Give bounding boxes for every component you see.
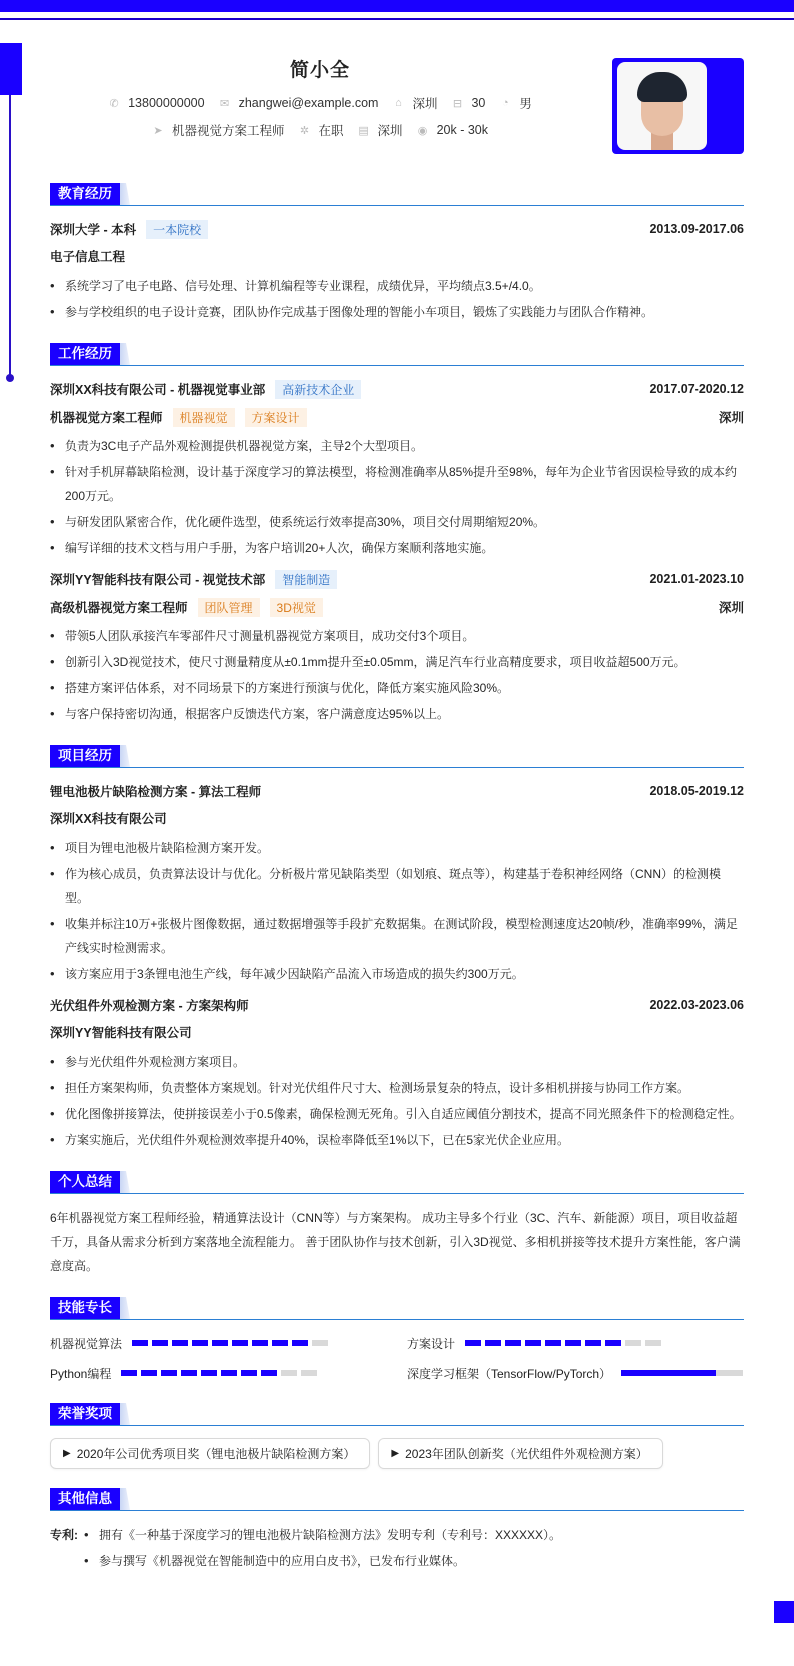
skill-level-dashes (132, 1340, 328, 1346)
status-icon: ✲ (299, 124, 310, 137)
gender-icon: ◔ (502, 97, 509, 109)
role-tag: 团队管理 (198, 598, 260, 617)
list-item: • 搭建方案评估体系，对不同场景下的方案进行预演与优化，降低方案实施风险30%。 (50, 676, 744, 700)
job-role: 机器视觉方案工程师 (50, 411, 163, 425)
company-name: 深圳XX科技有限公司 - 机器视觉事业部 (50, 383, 266, 397)
skill-item (50, 1332, 387, 1354)
contact-gender: ◔ 男 (499, 94, 532, 112)
photo-frame (612, 58, 744, 154)
patent-label: 专利: (50, 1528, 78, 1542)
work-entry (50, 378, 744, 560)
skill-label: 方案设计 (407, 1336, 456, 1351)
role-tag: 方案设计 (245, 408, 307, 427)
school-name: 深圳大学 - 本科 (50, 223, 137, 237)
project-entry (50, 780, 744, 986)
project-entry (50, 994, 744, 1152)
project-date: 2018.05-2019.12 (649, 784, 744, 798)
section-title: 个人总结 (50, 1171, 120, 1193)
building-icon: ▤ (358, 124, 369, 137)
award-card: ▶ 2023年团队创新奖（光伏组件外观检测方案） (378, 1438, 662, 1469)
company-tag: 高新技术企业 (275, 380, 361, 399)
section-summary (50, 1170, 744, 1278)
job-intent-row (100, 121, 540, 139)
right-accent-block (774, 1601, 794, 1623)
section-skills (50, 1296, 744, 1384)
list-item: • 方案实施后，光伏组件外观检测效率提升40%，误检率降低至1%以下，已在5家光伏企业应用。 (50, 1128, 744, 1152)
triangle-right-icon: ▶ (391, 1447, 400, 1459)
top-accent-line (0, 18, 794, 20)
resume-content (50, 182, 744, 1593)
major: 电子信息工程 (50, 250, 126, 264)
triangle-right-icon: ▶ (63, 1447, 71, 1459)
list-item: • 针对手机屏幕缺陷检测，设计基于深度学习的算法模型，将检测准确率从85%提升至98%，每年为企业节省因误检导致的成本约200万元。 (50, 460, 744, 508)
side-accent-line (9, 95, 11, 377)
work-city: 深圳 (718, 601, 744, 615)
contact-age: ⊟ 30 (452, 96, 486, 110)
section-work (50, 342, 744, 726)
list-item: • 担任方案架构师，负责整体方案规划。针对光伏组件尺寸大、检测场景复杂的特点，设计多相机拼接与协同工作方案。 (50, 1076, 744, 1100)
contact-phone: ✆ 13800000000 (109, 96, 205, 110)
list-item: • 优化图像拼接算法，使拼接误差小于0.5像素，确保检测无死角。引入自适应阈值分割技术，提高不同光照条件下的检测稳定性。 (50, 1102, 744, 1126)
top-accent-bar (0, 0, 794, 12)
work-date: 2021.01-2023.10 (649, 572, 744, 586)
section-education (50, 182, 744, 324)
list-item: • 该方案应用于3条锂电池生产线，每年减少因缺陷产品流入市场造成的损失约300万元。 (50, 962, 744, 986)
section-title: 其他信息 (50, 1488, 120, 1510)
section-title: 荣誉奖项 (50, 1403, 120, 1425)
home-icon: ⌂ (395, 97, 402, 109)
section-title: 技能专长 (50, 1297, 120, 1319)
section-title: 项目经历 (50, 745, 120, 767)
side-accent-block (0, 43, 22, 95)
school-tag: 一本院校 (146, 220, 208, 239)
section-other (50, 1487, 744, 1575)
skill-item (407, 1362, 744, 1384)
section-title: 工作经历 (50, 343, 120, 365)
candidate-name: 简小全 (289, 60, 350, 81)
list-item: • 负责为3C电子产品外观检测提供机器视觉方案，主导2个大型项目。 (50, 434, 744, 458)
skill-level-dashes (465, 1340, 661, 1346)
role-tag: 机器视觉 (173, 408, 235, 427)
list-item: • 系统学习了电子电路、信号处理、计算机编程等专业课程，成绩优异，平均绩点3.5+/4.0。 (50, 274, 744, 298)
intent-city: ▤ 深圳 (358, 124, 403, 138)
company-tag: 智能制造 (275, 570, 337, 589)
role-tag: 3D视觉 (270, 598, 323, 617)
list-item: • 与研发团队紧密合作，优化硬件选型，使系统运行效率提高30%，项目交付周期缩短20%。 (50, 510, 744, 534)
list-item: • 作为核心成员，负责算法设计与优化。分析极片常见缺陷类型（如划痕、斑点等），构建基于卷积神经网络（CNN）的检测模型。 (50, 862, 744, 910)
list-item: • 编写详细的技术文档与用户手册，为客户培训20+人次，确保方案顺利落地实施。 (50, 536, 744, 560)
list-item: • 参与光伏组件外观检测方案项目。 (50, 1050, 744, 1074)
skill-label: Python编程 (50, 1366, 112, 1381)
summary-text: 6年机器视觉方案工程师经验，精通算法设计（CNN等）与方案架构。 成功主导多个行业（3C、汽车、新能源）项目，项目收益超千万，具备从需求分析到方案落地全流程能力。 善于团队协作与技术创新，引入3D视觉、多相机拼接等技术提升方案性能，客户满意度高。 (50, 1211, 741, 1273)
company-name: 深圳YY智能科技有限公司 - 视觉技术部 (50, 573, 266, 587)
list-item: • 参与撰写《机器视觉在智能制造中的应用白皮书》，已发布行业媒体。 (84, 1549, 561, 1573)
avatar (617, 62, 707, 150)
list-item: • 创新引入3D视觉技术，使尺寸测量精度从±0.1mm提升至±0.05mm，满足汽车行业高精度要求，项目收益超500万元。 (50, 650, 744, 674)
education-date: 2013.09-2017.06 (649, 222, 744, 236)
age-icon: ⊟ (452, 97, 463, 110)
intent-position: ➤ 机器视觉方案工程师 (153, 124, 285, 138)
list-item: • 收集并标注10万+张极片图像数据，通过数据增强等手段扩充数据集。在测试阶段，模型检测速度达20帧/秒，准确率99%，满足产线实时检测需求。 (50, 912, 744, 960)
send-icon: ➤ (153, 124, 163, 137)
contact-email[interactable]: ✉ zhangwei@example.com (219, 96, 379, 110)
work-city: 深圳 (718, 411, 744, 425)
project-date: 2022.03-2023.06 (649, 998, 744, 1012)
skill-item (407, 1332, 744, 1354)
project-company: 深圳YY智能科技有限公司 (50, 1026, 192, 1040)
salary-icon: ◉ (417, 124, 428, 137)
mail-icon: ✉ (219, 97, 230, 110)
list-item: • 参与学校组织的电子设计竞赛，团队协作完成基于图像处理的智能小车项目，锻炼了实践能力与团队合作精神。 (50, 300, 744, 324)
work-date: 2017.07-2020.12 (649, 382, 744, 396)
skill-label: 机器视觉算法 (50, 1336, 123, 1351)
project-name: 锂电池极片缺陷检测方案 - 算法工程师 (50, 785, 262, 799)
phone-icon: ✆ (109, 97, 119, 110)
skill-level-dashes (121, 1370, 317, 1376)
skill-item (50, 1362, 387, 1384)
side-accent-dot (6, 374, 14, 382)
contact-row (100, 94, 540, 112)
intent-status: ✲ 在职 (299, 124, 344, 138)
section-projects (50, 744, 744, 1152)
intent-salary: ◉ 20k - 30k (417, 123, 488, 137)
contact-location: ⌂ 深圳 (392, 94, 437, 112)
project-name: 光伏组件外观检测方案 - 方案架构师 (50, 999, 249, 1013)
award-card: ▶ 2020年公司优秀项目奖（锂电池极片缺陷检测方案） (50, 1438, 370, 1469)
list-item: • 与客户保持密切沟通，根据客户反馈迭代方案，客户满意度达95%以上。 (50, 702, 744, 726)
job-role: 高级机器视觉方案工程师 (50, 601, 188, 615)
section-title: 教育经历 (50, 183, 120, 205)
list-item: • 拥有《一种基于深度学习的锂电池极片缺陷检测方法》发明专利（专利号：XXXXXX）。 (84, 1523, 561, 1547)
work-entry (50, 568, 744, 726)
skill-label: 深度学习框架（TensorFlow/PyTorch） (407, 1366, 612, 1381)
resume-header (100, 55, 540, 139)
list-item: • 项目为锂电池极片缺陷检测方案开发。 (50, 836, 744, 860)
skill-level-bar (621, 1370, 743, 1376)
project-company: 深圳XX科技有限公司 (50, 812, 167, 826)
section-awards (50, 1402, 744, 1469)
list-item: • 带领5人团队承接汽车零部件尺寸测量机器视觉方案项目，成功交付3个项目。 (50, 624, 744, 648)
